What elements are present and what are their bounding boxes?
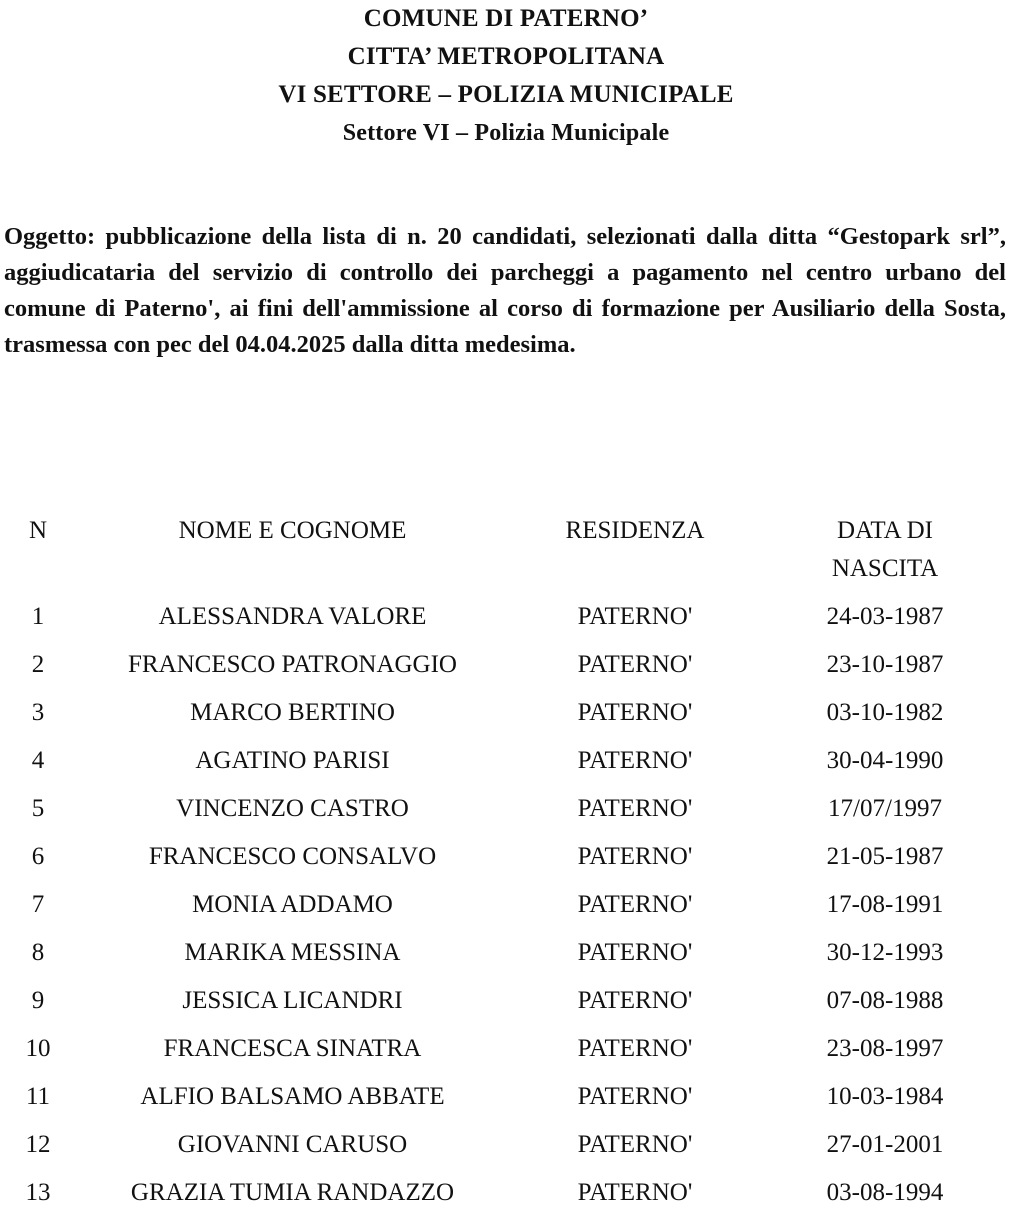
candidates-table xyxy=(0,512,1012,1222)
table-row xyxy=(0,1030,1012,1078)
row-residence: PATERNO' xyxy=(577,747,693,774)
table-row xyxy=(0,982,1012,1030)
row-name: JESSICA LICANDRI xyxy=(182,987,403,1014)
header-birth-line2: NASCITA xyxy=(831,555,939,582)
subject-paragraph: Oggetto: pubblicazione della lista di n. 20 candidati, selezionati dalla ditta “Gestopark srl”, aggiudicataria del servizio di controllo dei parcheggi a pagamento nel centro urbano del comune di Paterno', ai fini dell'ammissione al corso di formazione per Ausiliario della Sosta, trasmessa con pec del 04.04.2025 dalla ditta medesima. xyxy=(4,223,1006,358)
row-residence: PATERNO' xyxy=(577,843,693,870)
row-number: 11 xyxy=(25,1083,51,1110)
row-number: 1 xyxy=(31,603,45,630)
row-name: FRANCESCA SINATRA xyxy=(163,1035,422,1062)
row-name: FRANCESCO PATRONAGGIO xyxy=(127,651,457,678)
row-birth-date: 23-08-1997 xyxy=(826,1035,944,1062)
row-residence: PATERNO' xyxy=(577,939,693,966)
row-number: 6 xyxy=(31,843,45,870)
header-birth-line1: DATA DI xyxy=(837,517,933,544)
header-sector-subtitle: Settore VI – Polizia Municipale xyxy=(342,120,670,146)
row-name: AGATINO PARISI xyxy=(195,747,390,774)
row-number: 3 xyxy=(31,699,45,726)
row-name: MARIKA MESSINA xyxy=(184,939,401,966)
row-birth-date: 07-08-1988 xyxy=(826,987,944,1014)
table-row xyxy=(0,742,1012,790)
row-residence: PATERNO' xyxy=(577,1035,693,1062)
row-number: 12 xyxy=(25,1131,51,1158)
table-row xyxy=(0,1078,1012,1126)
row-residence: PATERNO' xyxy=(577,699,693,726)
row-name: GRAZIA TUMIA RANDAZZO xyxy=(130,1179,455,1206)
row-birth-date: 24-03-1987 xyxy=(826,603,944,630)
row-residence: PATERNO' xyxy=(577,603,693,630)
header-municipality: COMUNE DI PATERNO’ xyxy=(363,5,649,32)
row-number: 8 xyxy=(31,939,45,966)
row-name: ALESSANDRA VALORE xyxy=(158,603,427,630)
row-name: ALFIO BALSAMO ABBATE xyxy=(140,1083,445,1110)
header-residence: RESIDENZA xyxy=(565,517,705,544)
row-number: 10 xyxy=(25,1035,51,1062)
header-name: NOME E COGNOME xyxy=(178,517,407,544)
row-name: MARCO BERTINO xyxy=(190,699,395,726)
row-residence: PATERNO' xyxy=(577,1131,693,1158)
row-birth-date: 03-10-1982 xyxy=(826,699,944,726)
row-birth-date: 17/07/1997 xyxy=(828,795,942,822)
row-number: 2 xyxy=(31,651,45,678)
row-name: VINCENZO CASTRO xyxy=(176,795,409,822)
row-birth-date: 17-08-1991 xyxy=(826,891,944,918)
row-residence: PATERNO' xyxy=(577,1179,693,1206)
row-number: 13 xyxy=(25,1179,51,1206)
row-residence: PATERNO' xyxy=(577,1083,693,1110)
row-name: FRANCESCO CONSALVO xyxy=(148,843,437,870)
table-row xyxy=(0,598,1012,646)
row-residence: PATERNO' xyxy=(577,651,693,678)
header-metro-city: CITTA’ METROPOLITANA xyxy=(347,43,665,70)
row-number: 5 xyxy=(31,795,45,822)
row-name: GIOVANNI CARUSO xyxy=(177,1131,408,1158)
row-birth-date: 23-10-1987 xyxy=(826,651,944,678)
row-residence: PATERNO' xyxy=(577,987,693,1014)
header-sector: VI SETTORE – POLIZIA MUNICIPALE xyxy=(278,81,734,108)
header-birth-date xyxy=(785,512,985,588)
table-row xyxy=(0,694,1012,742)
table-body xyxy=(0,598,1012,1222)
row-birth-date: 30-12-1993 xyxy=(826,939,944,966)
row-birth-date: 10-03-1984 xyxy=(826,1083,944,1110)
row-residence: PATERNO' xyxy=(577,795,693,822)
table-row xyxy=(0,646,1012,694)
table-row xyxy=(0,886,1012,934)
header-n: N xyxy=(28,517,48,544)
row-birth-date: 03-08-1994 xyxy=(826,1179,944,1206)
table-row xyxy=(0,934,1012,982)
document-header xyxy=(0,0,1012,152)
row-number: 7 xyxy=(31,891,45,918)
row-name: MONIA ADDAMO xyxy=(192,891,393,918)
row-birth-date: 27-01-2001 xyxy=(826,1131,944,1158)
table-row xyxy=(0,790,1012,838)
table-row xyxy=(0,1126,1012,1174)
table-row xyxy=(0,1174,1012,1222)
row-number: 9 xyxy=(31,987,45,1014)
row-residence: PATERNO' xyxy=(577,891,693,918)
row-birth-date: 21-05-1987 xyxy=(826,843,944,870)
row-number: 4 xyxy=(31,747,45,774)
table-header-row xyxy=(0,512,1012,598)
row-birth-date: 30-04-1990 xyxy=(826,747,944,774)
table-row xyxy=(0,838,1012,886)
